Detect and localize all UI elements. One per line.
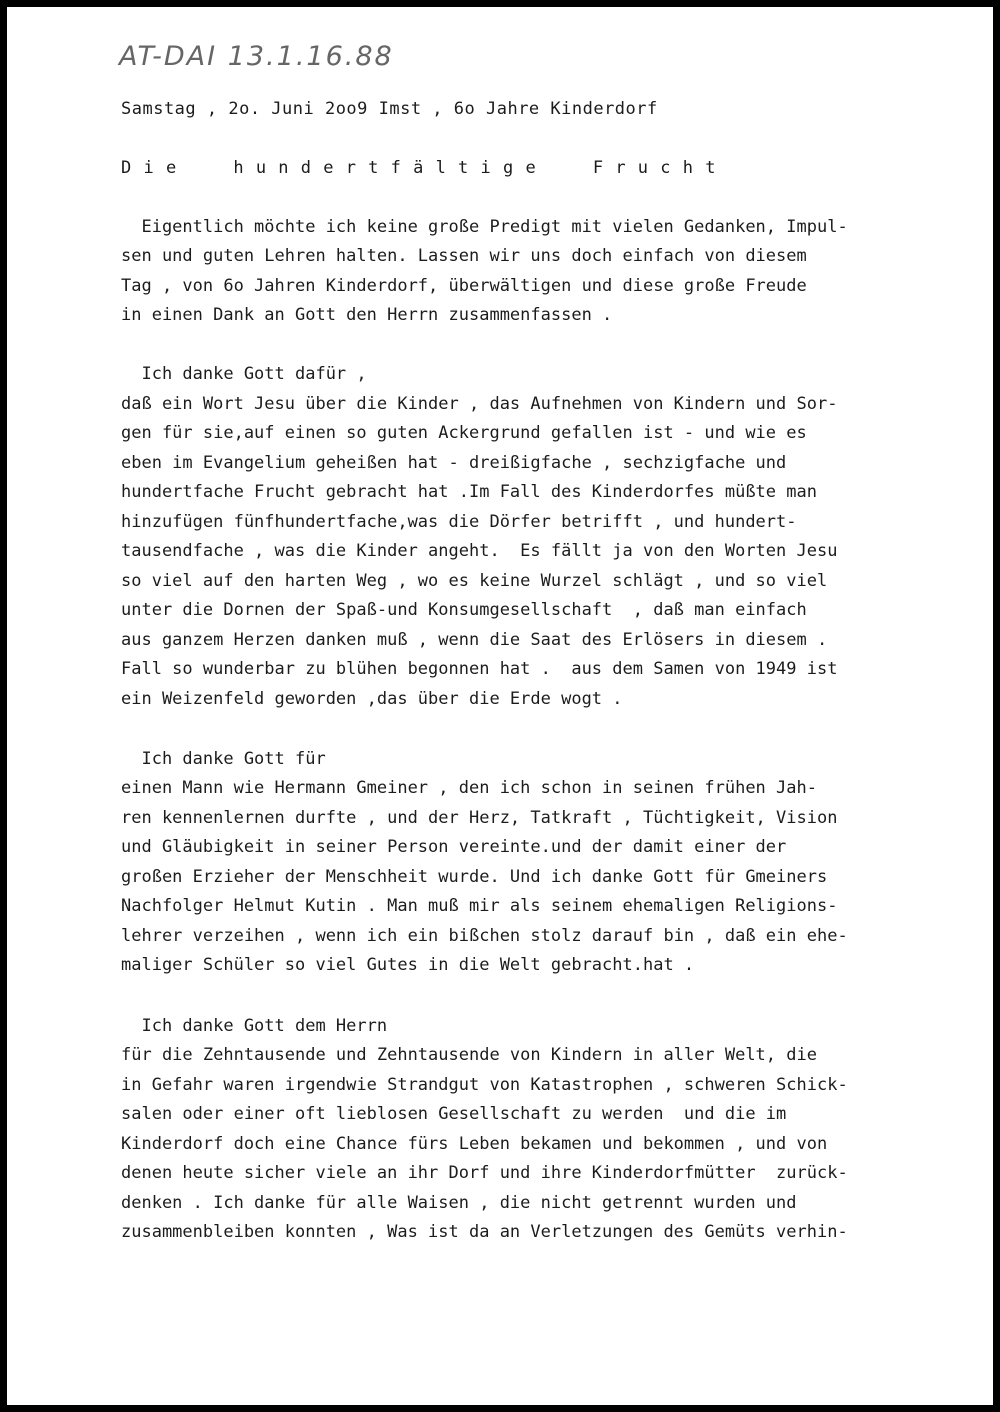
text-line: ein Weizenfeld geworden ,das über die Erde wogt . [121,689,623,709]
text-line: großen Erzieher der Menschheit wurde. Und ich danke Gott für Gmeiners [121,867,828,887]
text-line: in Gefahr waren irgendwie Strandgut von Katastrophen , schweren Schick- [121,1075,848,1095]
text-line: Eigentlich möchte ich keine große Predigt mit vielen Gedanken, Impul- [121,217,848,237]
text-line: ren kennenlernen durfte , und der Herz, Tatkraft , Tüchtigkeit, Vision [121,808,838,828]
text-line: gen für sie,auf einen so guten Ackergrund gefallen ist - und wie es [121,423,807,443]
text-line: denen heute sicher viele an ihr Dorf und ihre Kinderdorfmütter zurück- [121,1163,848,1183]
text-line: und Gläubigkeit in seiner Person vereinte.und der damit einer der [121,837,787,857]
text-line: denken . Ich danke für alle Waisen , die nicht getrennt wurden und [121,1193,797,1213]
text-line: daß ein Wort Jesu über die Kinder , das Aufnehmen von Kindern und Sor- [121,394,838,414]
text-line: für die Zehntausende und Zehntausende von Kindern in aller Welt, die [121,1045,817,1065]
text-line: eben im Evangelium geheißen hat - dreißigfache , sechzigfache und [121,453,787,473]
text-line: sen und guten Lehren halten. Lassen wir uns doch einfach von diesem [121,246,807,266]
archive-reference: AT-DAI 13.1.16.88 [119,41,394,72]
text-line: in einen Dank an Gott den Herrn zusammenfassen . [121,305,613,325]
text-line: aus ganzem Herzen danken muß , wenn die Saat des Erlösers in diesem . [121,630,828,650]
text-line: Tag , von 6o Jahren Kinderdorf, überwältigen und diese große Freude [121,276,807,296]
text-line: tausendfache , was die Kinder angeht. Es fällt ja von den Worten Jesu [121,541,838,561]
text-line: Ich danke Gott dem Herrn [121,1016,388,1036]
document-title: D i e h u n d e r t f ä l t i g e F r u c h t [121,158,717,178]
document-page [7,7,993,1405]
text-line: maliger Schüler so viel Gutes in die Welt gebracht.hat . [121,955,695,975]
text-line: Fall so wunderbar zu blühen begonnen hat . aus dem Samen von 1949 ist [121,659,838,679]
text-line: Kinderdorf doch eine Chance fürs Leben bekamen und bekommen , und von [121,1134,828,1154]
text-line: unter die Dornen der Spaß-und Konsumgesellschaft , daß man einfach [121,600,807,620]
text-line: salen oder einer oft lieblosen Gesellschaft zu werden und die im [121,1104,787,1124]
text-line: einen Mann wie Hermann Gmeiner , den ich schon in seinen frühen Jah- [121,778,817,798]
text-line: hundertfache Frucht gebracht hat .Im Fall des Kinderdorfes müßte man [121,482,817,502]
text-line: Nachfolger Helmut Kutin . Man muß mir als seinem ehemaligen Religions- [121,896,838,916]
text-line: Ich danke Gott dafür , [121,364,367,384]
text-line: hinzufügen fünfhundertfache,was die Dörfer betrifft , und hundert- [121,512,797,532]
header-line: Samstag , 2o. Juni 2oo9 Imst , 6o Jahre Kinderdorf [121,99,658,119]
text-line: zusammenbleiben konnten , Was ist da an Verletzungen des Gemüts verhin- [121,1222,848,1242]
text-line: so viel auf den harten Weg , wo es keine Wurzel schlägt , und so viel [121,571,828,591]
text-line: Ich danke Gott für [121,749,326,769]
text-line: lehrer verzeihen , wenn ich ein bißchen stolz darauf bin , daß ein ehe- [121,926,848,946]
